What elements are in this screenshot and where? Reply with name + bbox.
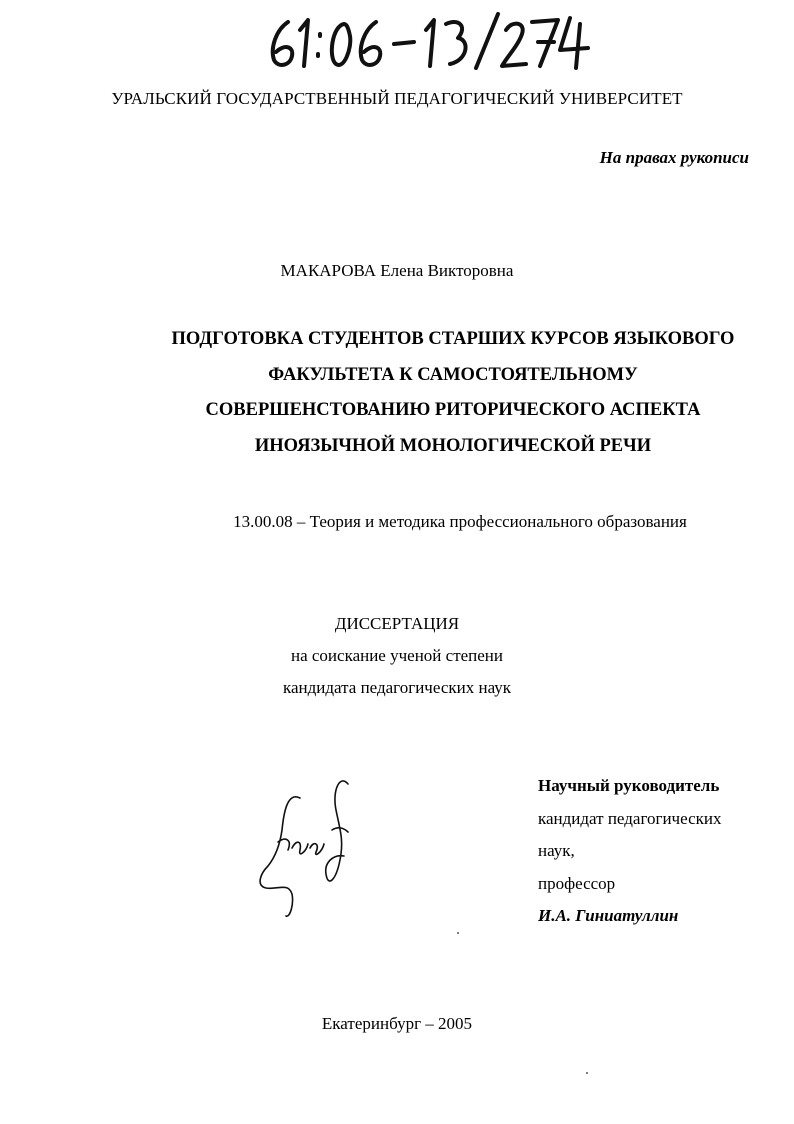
title-line: ИНОЯЗЫЧНОЙ МОНОЛОГИЧЕСКОЙ РЕЧИ bbox=[254, 435, 652, 456]
advisor-name: И.А. Гиниатуллин bbox=[538, 906, 679, 925]
scientific-advisor bbox=[538, 770, 778, 933]
advisor-heading: Научный руководитель bbox=[538, 776, 720, 795]
dissertation-title bbox=[140, 322, 766, 464]
archive-stamp bbox=[262, 8, 592, 70]
speck bbox=[457, 932, 459, 934]
speck bbox=[586, 1072, 588, 1074]
advisor-title: профессор bbox=[538, 873, 616, 893]
advisor-degree-cont: наук, bbox=[538, 841, 575, 860]
specialty-code: 13.00.08 – Теория и методика профессионального образования bbox=[233, 512, 687, 531]
title-line: ФАКУЛЬТЕТА К САМОСТОЯТЕЛЬНОМУ bbox=[268, 364, 638, 385]
degree-purpose: на соискание ученой степени bbox=[290, 646, 504, 665]
degree-name: кандидата педагогических наук bbox=[282, 678, 512, 697]
dissertation-block bbox=[0, 608, 794, 704]
handwritten-stamp-graphic bbox=[262, 8, 592, 70]
university-name: УРАЛЬСКИЙ ГОСУДАРСТВЕННЫЙ ПЕДАГОГИЧЕСКИЙ УНИВЕРСИТЕТ bbox=[111, 89, 683, 108]
title-line: ПОДГОТОВКА СТУДЕНТОВ СТАРШИХ КУРСОВ ЯЗЫКОВОГО bbox=[171, 329, 735, 349]
author-name: МАКАРОВА Елена Викторовна bbox=[280, 261, 514, 280]
signature-icon bbox=[248, 770, 368, 930]
advisor-degree: кандидат педагогических bbox=[538, 808, 722, 828]
rights-note: На правах рукописи bbox=[599, 148, 749, 167]
author-signature bbox=[248, 770, 368, 930]
document-type: ДИССЕРТАЦИЯ bbox=[334, 614, 460, 633]
place-and-year: Екатеринбург – 2005 bbox=[321, 1014, 473, 1033]
title-line: СОВЕРШЕНСТОВАНИЮ РИТОРИЧЕСКОГО АСПЕКТА bbox=[205, 400, 701, 420]
